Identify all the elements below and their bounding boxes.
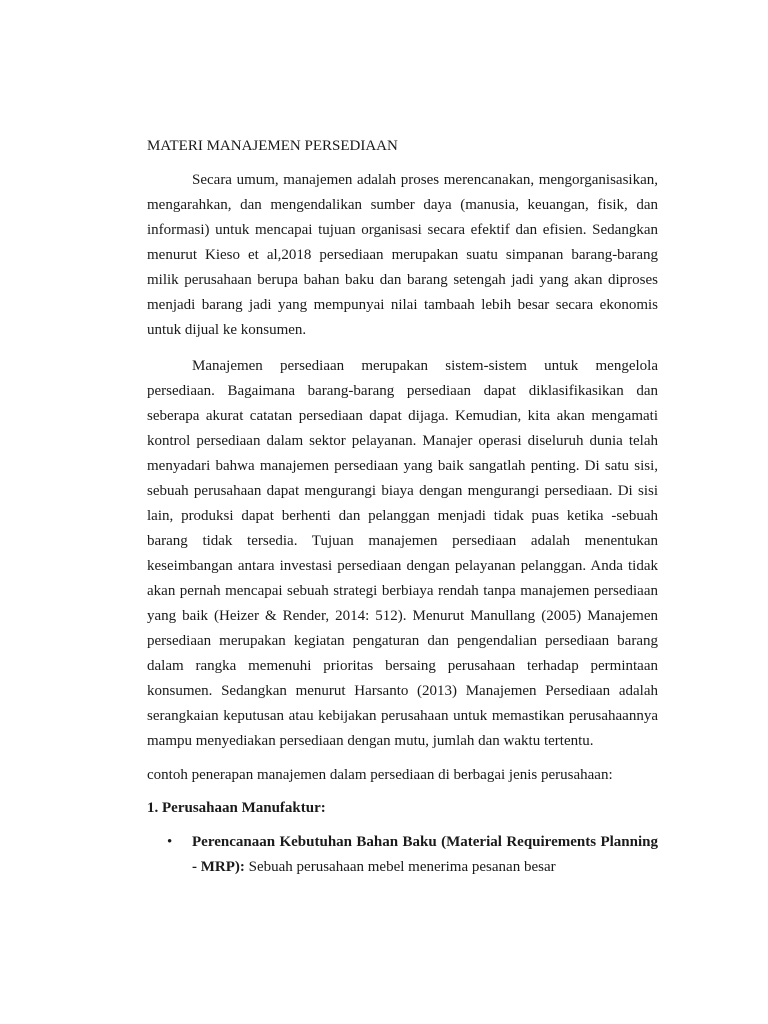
bullet-body-text: Sebuah perusahaan mebel menerima pesanan besar [244,859,556,875]
bullet-bold-text: Perencanaan Kebutuhan Bahan Baku (Material Requirements Planning - MRP): [192,834,658,875]
document-page [147,136,658,880]
paragraph-inventory-management: Manajemen persediaan merupakan sistem-sistem untuk mengelola persediaan. Bagaimana barang-barang persediaan dapat diklasifikasikan dan seberapa akurat catatan persediaan dapat dijaga. Kemudian, kita akan mengamati kontrol persediaan dalam sektor pelayanan. Manajer operasi diseluruh dunia telah menyadari bahwa manajemen persediaan yang baik sangatlah penting. Di satu sisi, sebuah perusahaan dapat mengurangi biaya dengan mengurangi persediaan. Di sisi lain, produksi dapat berhenti dan pelanggan menjadi tidak puas ketika -sebuah barang tidak tersedia. Tujuan manajemen persediaan adalah menentukan keseimbangan antara investasi persediaan dengan pelayanan pelanggan. Anda tidak akan pernah mencapai sebuah strategi berbiaya rendah tanpa manajemen persediaan yang baik (Heizer & Render, 2014: 512). Menurut Manullang (2005) Manajemen persediaan merupakan kegiatan pengaturan dan pengendalian persediaan barang dalam rangka memenuhi prioritas bersaing perusahaan terhadap permintaan konsumen. Sedangkan menurut Harsanto (2013) Manajemen Persediaan adalah serangkaian keputusan atau kebijakan perusahaan untuk memastikan perusahaannya mampu menyediakan persediaan dengan mutu, jumlah dan waktu tertentu. [147,358,658,749]
paragraph-definition: Secara umum, manajemen adalah proses merencanakan, mengorganisasikan, mengarahkan, dan mengendalikan sumber daya (manusia, keuangan, fisik, dan informasi) untuk mencapai tujuan organisasi secara efektif dan efisien. Sedangkan menurut Kieso et al,2018 persediaan merupakan suatu simpanan barang-barang milik perusahaan berupa bahan baku dan barang setengah jadi yang akan diproses menjadi barang jadi yang mempunyai nilai tambaah lebih besar secara ekonomis untuk dijual ke konsumen. [147,172,658,338]
document-title: MATERI MANAJEMEN PERSEDIAAN [147,138,398,154]
bullet-icon: • [167,834,173,850]
bullet-list [147,830,658,880]
intro-line: contoh penerapan manajemen dalam persediaan di berbagai jenis perusahaan: [147,767,613,783]
section-heading-manufaktur: 1. Perusahaan Manufaktur: [147,800,326,816]
list-item [147,830,658,880]
